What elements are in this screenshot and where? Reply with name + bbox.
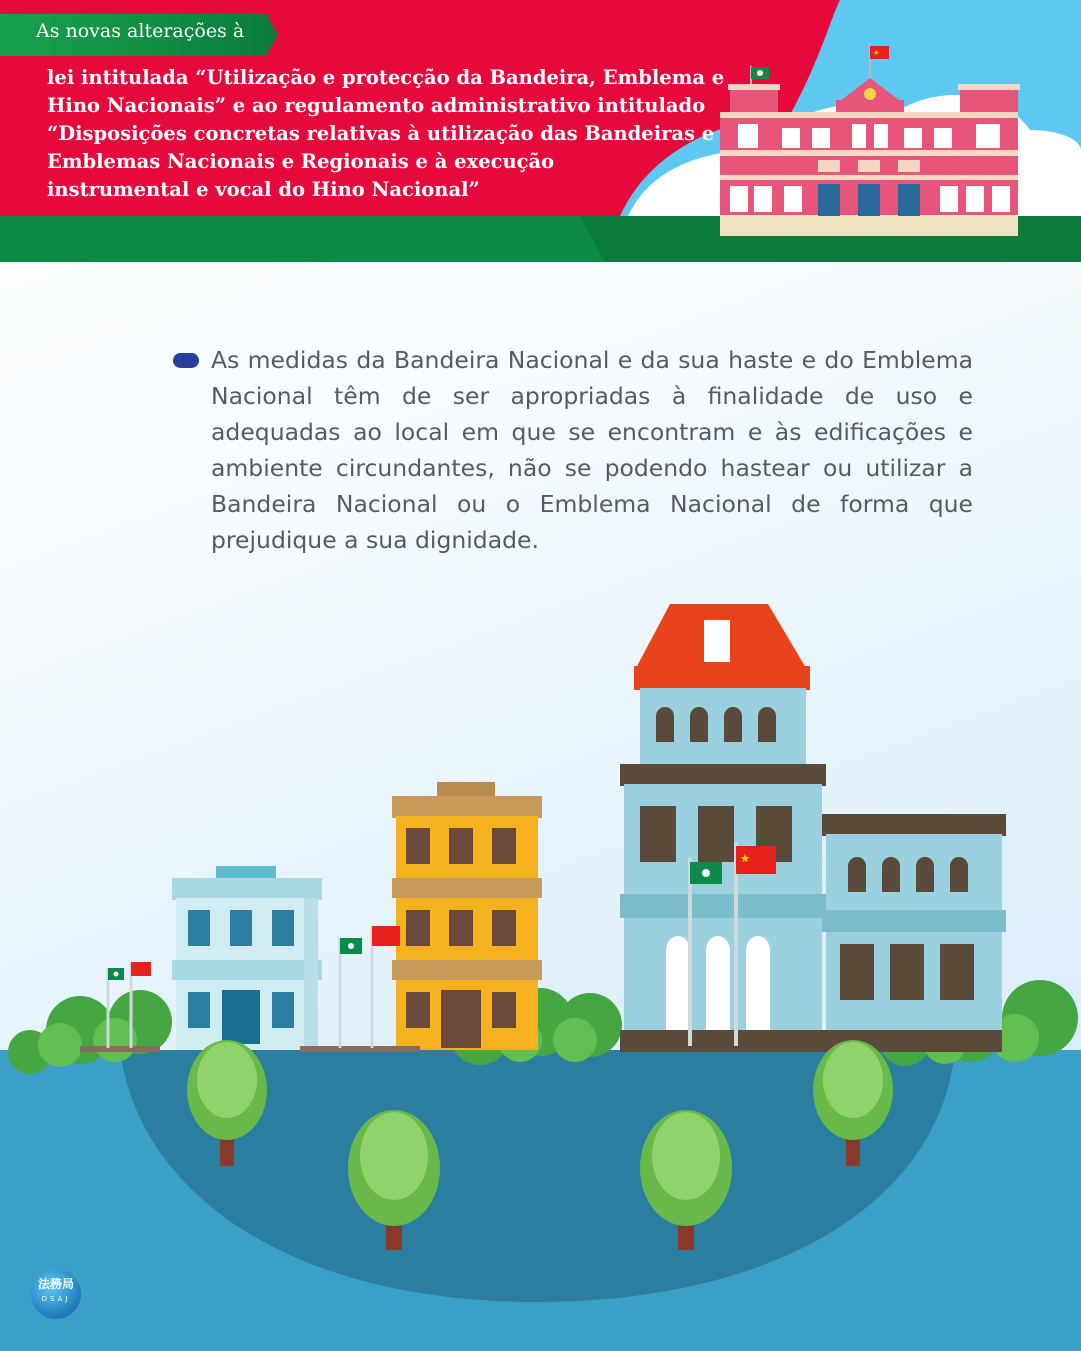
building-icon: [172, 866, 322, 1050]
svg-text:★: ★: [740, 852, 750, 865]
bullet-text: As medidas da Bandeira Nacional e da sua haste e do Emblema Nacional têm de ser apropriadas à finalidade de uso e adequadas ao local em que se encontram e às edificações e ambiente circundantes, não se podendo hastear ou utilizar a Bandeira Nacional ou o Emblema Nacional de forma que prejudique a sua dignidade.: [211, 346, 973, 554]
logo-text: 法務局: [37, 1277, 74, 1291]
logo-sub: DSAJ: [41, 1295, 71, 1303]
building-icon: [822, 814, 1006, 1052]
header-tag: As novas alterações à: [36, 20, 245, 42]
building-icon: [392, 782, 542, 1050]
building-icon: [620, 604, 826, 1052]
svg-text:★: ★: [873, 49, 880, 57]
dsaj-logo: [30, 1268, 82, 1320]
header-title: lei intitulada “Utilização e protecção da Bandeira, Emblema e Hino Nacionais” e ao regulamento administrativo intitulado “Disposições concretas relativas à utilização das Bandeiras e Emblemas Nacionais e Regionais e à execução instrumental e vocal do Hino Nacional”: [47, 66, 725, 201]
